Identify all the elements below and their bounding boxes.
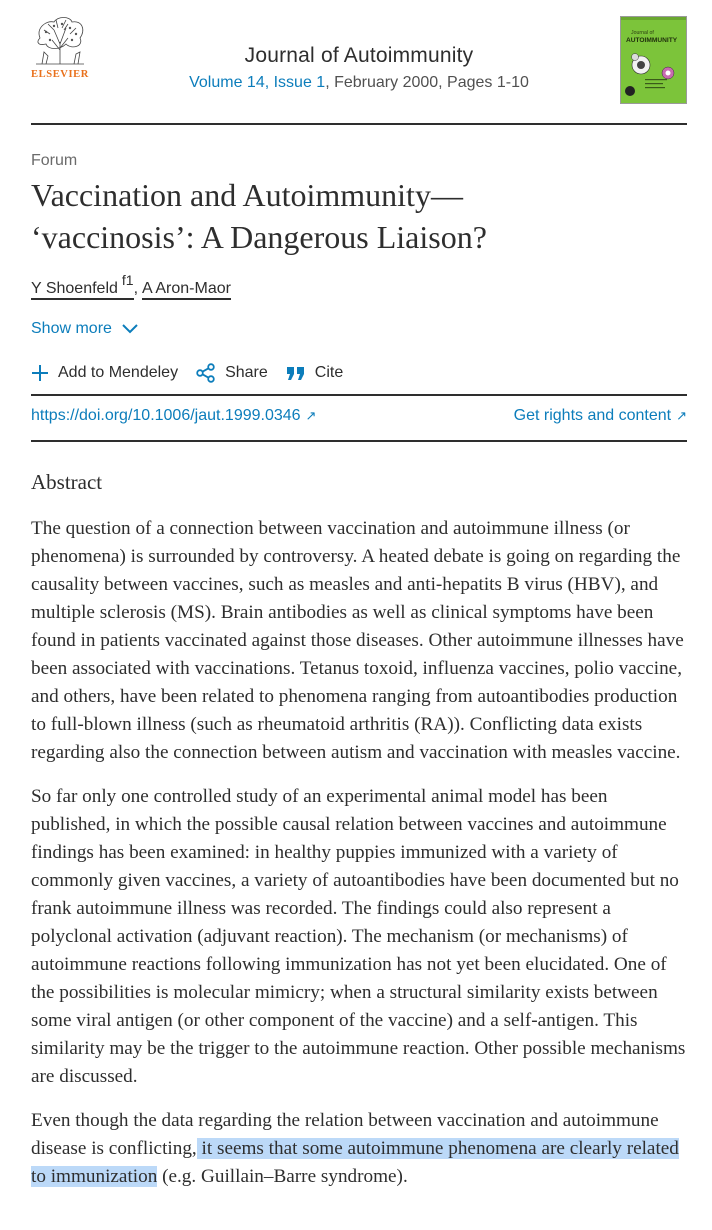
author-link[interactable] <box>31 272 134 300</box>
author-list <box>31 272 231 298</box>
author-separator: , <box>133 280 139 297</box>
add-to-mendeley-label: Add to Mendeley <box>58 364 179 381</box>
author-link[interactable] <box>142 280 231 300</box>
elsevier-tree-icon <box>32 16 88 66</box>
abstract-paragraph: So far only one controlled study of an experimental animal model has been published, in which the possible causal relation between vaccines and autoimmune findings has been examined: in healthy puppies immunized with a variety of commonly given vaccines, a variety of autoantibodies have been documented but no frank autoimmune illness was recorded. The findings could also represent a polyclonal activation (adjuvant reaction). The mechanism (or mechanisms) of autoimmune reactions following immunization has not yet been elucidated. One of the possibilities is molecular mimicry; when a structural similarity exists between some viral antigen (or other component of the vaccine) and a self-antigen. This similarity may be the trigger to the autoimmune reaction. Other possible mechanisms are discussed. <box>31 786 686 1087</box>
author-name: Y Shoenfeld <box>31 280 118 297</box>
plus-icon <box>31 364 49 382</box>
cover-title-line1: Journal of <box>631 30 654 36</box>
journal-issue-info <box>151 71 567 95</box>
volume-issue-link[interactable]: Volume 14, Issue 1 <box>189 74 326 91</box>
get-rights-link[interactable] <box>514 407 687 425</box>
abstract-text: (e.g. Guillain–Barre syndrome). <box>157 1166 408 1187</box>
show-more-label: Show more <box>31 320 112 337</box>
article-title-line1: Vaccination and Autoimmunity— <box>31 177 463 213</box>
author-affiliation-marker[interactable]: f1 <box>121 272 134 288</box>
share-button[interactable] <box>196 363 268 383</box>
article-title-line2: ‘vaccinosis’: A Dangerous Liaison? <box>31 219 487 255</box>
add-to-mendeley-button[interactable] <box>31 364 178 382</box>
date-pages: , February 2000, Pages 1-10 <box>325 74 529 91</box>
article-type: Forum <box>31 152 78 169</box>
abstract-paragraph: The question of a connection between vaccination and autoimmune illness (or phenomena) is surrounded by controversy. A heated debate is going on regarding the causality between vaccines, such as measles and anti-hepatits B virus (HBV), and multiple sclerosis (MS). Brain antibodies as well as clinical symptoms have been found in patients vaccinated against those diseases. Other autoimmune illnesses have been associated with vaccinations. Tetanus toxoid, influenza vaccines, polio vaccine, and others, have been related to phenomena ranging from autoantibodies production to full-blown illness (such as rheumatoid arthritis (RA)). Conflicting data exists regarding also the connection between autism and vaccination with measles vaccine. <box>31 518 684 763</box>
chevron-down-icon <box>122 324 138 334</box>
journal-cover-image <box>621 17 686 103</box>
elsevier-wordmark: ELSEVIER <box>31 69 89 80</box>
journal-header <box>31 0 687 125</box>
article-title <box>31 174 687 258</box>
doi-row <box>31 394 687 442</box>
doi-text: https://doi.org/10.1006/jaut.1999.0346 <box>31 407 301 424</box>
abstract-text: Even though the data regarding the relation between vaccination and autoimmune disease is conflicting, <box>31 1110 659 1159</box>
external-link-icon: ↗ <box>676 408 687 423</box>
quote-icon <box>286 365 306 381</box>
show-more-button[interactable] <box>31 320 138 338</box>
cite-label: Cite <box>314 364 344 381</box>
selected-text-highlight: it seems that some autoimmune phenomena are clearly related to immunization <box>31 1138 679 1187</box>
article-actions <box>31 361 361 385</box>
elsevier-logo[interactable] <box>31 16 89 80</box>
journal-cover-thumbnail[interactable] <box>620 16 687 104</box>
get-rights-label: Get rights and content <box>513 407 672 424</box>
journal-info <box>151 42 567 95</box>
abstract-body <box>31 515 691 1207</box>
doi-link[interactable] <box>31 407 316 425</box>
abstract-paragraph <box>31 1107 691 1191</box>
share-icon <box>196 363 216 383</box>
abstract-heading: Abstract <box>31 470 103 494</box>
share-label: Share <box>225 364 268 381</box>
external-link-icon: ↗ <box>305 408 317 423</box>
journal-title[interactable]: Journal of Autoimmunity <box>244 44 474 67</box>
cite-button[interactable] <box>286 364 343 382</box>
author-name: A Aron-Maor <box>142 280 231 297</box>
cover-title-line2: AUTOIMMUNITY <box>626 37 678 44</box>
